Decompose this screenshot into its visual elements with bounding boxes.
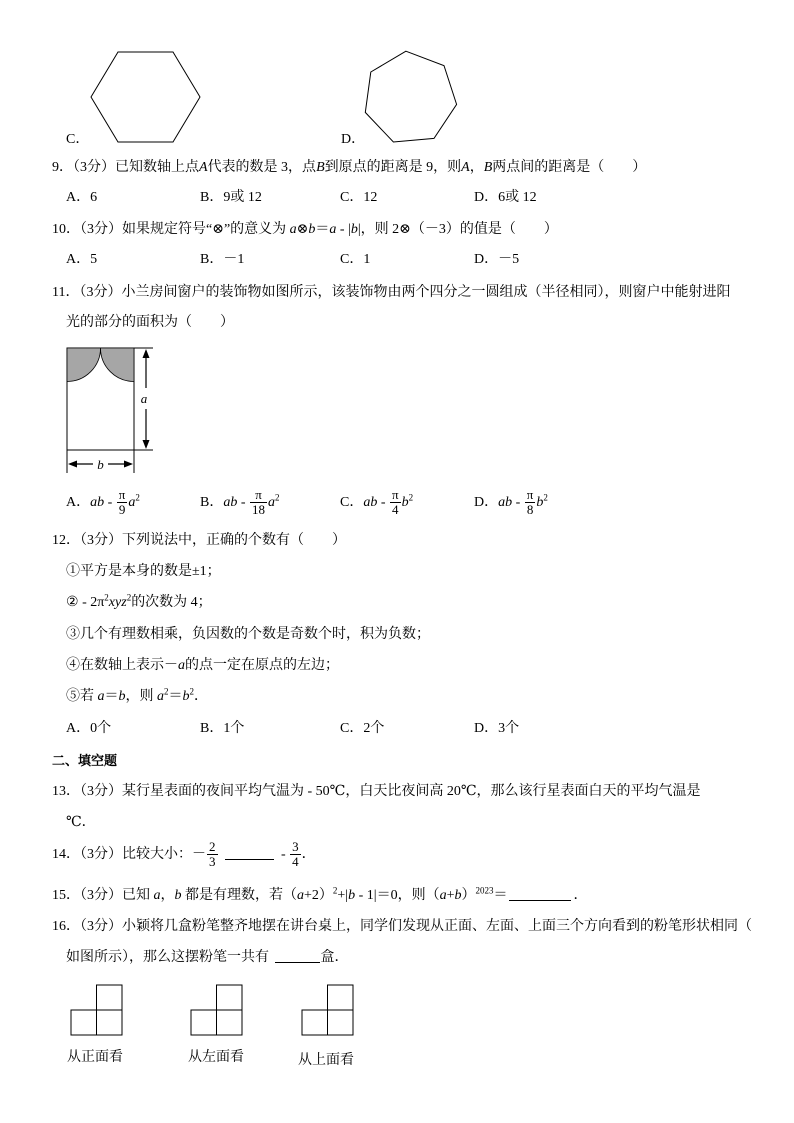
var-b: b <box>308 222 316 237</box>
stem-text: - | <box>336 222 351 237</box>
stem-text: 已知数轴上点 <box>115 160 199 175</box>
arrow-down-icon <box>143 440 150 449</box>
var-b: b <box>454 888 462 903</box>
answer-blank <box>225 845 274 860</box>
option-c <box>340 719 384 739</box>
question-9 <box>52 158 646 178</box>
option-d <box>474 719 519 739</box>
question-12 <box>52 531 346 551</box>
option-text: 5 <box>90 252 98 267</box>
stem-text: 已知 <box>122 888 154 903</box>
option-letter: A． <box>66 721 91 736</box>
var-a: a <box>153 888 161 903</box>
option-d <box>474 250 519 270</box>
stem-text: 两点间的距离是（ ） <box>492 160 647 175</box>
term-ab: ab <box>498 495 513 510</box>
statement-text: ⑤若 <box>66 689 98 704</box>
view-square <box>328 985 354 1010</box>
question-score: （3分） <box>80 919 122 934</box>
exponent: 2 <box>543 492 548 503</box>
view-square <box>71 1010 97 1035</box>
option-letter: B． <box>200 252 224 267</box>
equals-sign: ＝ <box>493 888 508 903</box>
view-square <box>97 1010 123 1035</box>
question-score: （3分） <box>80 222 122 237</box>
stem-text: ． <box>301 847 316 862</box>
option-c-label: C． <box>66 132 90 147</box>
option-letter: D． <box>474 252 499 267</box>
left-view-figure <box>190 984 244 1037</box>
stem-text: ， <box>160 888 175 903</box>
fraction <box>117 488 128 517</box>
exponent: 2 <box>164 686 169 697</box>
option-text: 9或 12 <box>223 190 262 205</box>
exponent: 2 <box>408 492 414 503</box>
exponent: 2 <box>104 592 109 603</box>
option-text: 6或 12 <box>498 190 537 205</box>
plus-sign: + <box>446 888 455 903</box>
denominator: 9 <box>118 502 126 518</box>
stem-text: 小颖将几盒粉笔整齐地摆在讲台桌上，同学们发现从正面、左面、上面三个方向看到的粉笔形状相同（ <box>122 919 752 934</box>
denominator: 8 <box>526 502 534 518</box>
option-text: 3个 <box>498 721 520 736</box>
option-text: －1 <box>223 252 245 267</box>
option-b <box>200 719 244 739</box>
option-text: 0个 <box>90 721 112 736</box>
question-number: 12． <box>52 533 80 548</box>
exponent: 2 <box>275 492 280 503</box>
stem-text: 如图所示），那么这摆粉笔一共有 <box>66 950 273 965</box>
question-16-continued <box>66 948 349 968</box>
window-figure <box>55 340 165 480</box>
option-letter: C． <box>340 721 364 736</box>
top-view-figure <box>301 984 355 1037</box>
minus-sign: - <box>277 847 290 862</box>
option-a <box>66 188 97 208</box>
option-a <box>66 486 140 520</box>
var-a: a <box>178 658 185 673</box>
stem-text: |，则 2⊗（－3）的值是（ ） <box>357 222 558 237</box>
view-square <box>97 985 123 1010</box>
exponent: 2 <box>135 492 140 503</box>
fraction <box>390 488 401 517</box>
question-number: 9． <box>52 160 73 175</box>
var-a: a <box>157 689 164 704</box>
fraction-left <box>207 840 218 869</box>
term-ab: ab <box>363 495 378 510</box>
question-16 <box>52 917 752 937</box>
variable: b <box>401 495 409 510</box>
option-text: 1 <box>363 252 371 267</box>
exponent: 2 <box>332 885 338 896</box>
numerator: π <box>392 487 399 503</box>
fraction-right <box>290 840 301 869</box>
var-a: a <box>439 888 447 903</box>
stem-text: +| <box>337 888 349 903</box>
stem-text: ． <box>573 888 588 903</box>
fraction <box>250 488 267 517</box>
question-score: （3分） <box>80 533 122 548</box>
answer-blank <box>509 886 571 901</box>
var-a: a <box>97 689 105 704</box>
question-11-continued: 光的部分的面积为（ ） <box>66 315 234 330</box>
coefficient: - 2π <box>78 595 105 610</box>
statement-4 <box>66 656 339 676</box>
question-score: （3分） <box>73 160 115 175</box>
stem-text: 某行星表面的夜间平均气温为 - 50℃，白天比夜间高 20℃，那么该行星表面白天的平均气温是 <box>122 784 701 799</box>
var-b: b <box>350 222 358 237</box>
equals-sign: ＝ <box>104 689 119 704</box>
statement-1: ①平方是本身的数是±1； <box>66 564 221 579</box>
stem-text: 都是有理数，若（ <box>181 888 297 903</box>
view-square <box>328 1010 354 1035</box>
left-quarter-circle <box>67 348 101 382</box>
operator-symbol: ⊗ <box>296 222 309 237</box>
option-d <box>474 486 548 520</box>
exponent: 2 <box>189 686 194 697</box>
heptagon-figure <box>360 45 462 148</box>
term-ab: ab <box>90 495 105 510</box>
question-13-continued: ℃． <box>66 815 96 830</box>
minus-sign: - <box>377 495 390 510</box>
stem-text: ） <box>461 888 476 903</box>
option-d <box>474 188 537 208</box>
equals-sign: ＝ <box>168 689 183 704</box>
question-number: 13． <box>52 784 80 799</box>
view-square <box>217 1010 243 1035</box>
question-9-options <box>0 188 794 208</box>
option-b <box>200 486 280 520</box>
option-letter: B． <box>200 495 224 510</box>
numerator: 2 <box>209 839 216 855</box>
option-d-label: D． <box>341 132 366 147</box>
statement-text: ④在数轴上表示－ <box>66 658 178 673</box>
statement-marker: ② <box>66 595 79 610</box>
var-a: A <box>461 160 470 175</box>
var-b: b <box>118 689 126 704</box>
hexagon-figure <box>85 45 205 150</box>
option-text: 6 <box>90 190 98 205</box>
denominator: 4 <box>392 502 399 518</box>
question-number: 16． <box>52 919 80 934</box>
numerator: π <box>526 487 534 503</box>
var-b: b <box>182 689 190 704</box>
width-label: b <box>97 457 104 472</box>
arrow-left-icon <box>68 461 77 468</box>
question-15 <box>52 886 587 906</box>
statement-text: 的点一定在原点的左边； <box>185 658 339 673</box>
stem-text: 比较大小： <box>122 847 192 862</box>
stem-text: 下列说法中，正确的个数有（ ） <box>122 533 346 548</box>
denominator: 4 <box>292 854 299 870</box>
view-square <box>217 985 243 1010</box>
option-letter: D． <box>474 495 499 510</box>
option-a <box>66 719 111 739</box>
question-number: 10． <box>52 222 80 237</box>
view-square <box>191 1010 217 1035</box>
stem-text: 如果规定符号“⊗”的意义为 <box>122 222 290 237</box>
stem-text: - 1|＝0，则（ <box>355 888 440 903</box>
answer-blank <box>275 948 320 963</box>
statement-3: ③几个有理数相乘，负因数的个数是奇数个时，积为负数； <box>66 627 430 642</box>
question-number: 14． <box>52 847 80 862</box>
denominator: 3 <box>209 854 216 870</box>
option-letter: D． <box>474 721 499 736</box>
stem-text: +2） <box>304 888 333 903</box>
variable: a <box>128 495 136 510</box>
option-c <box>340 188 377 208</box>
question-score: （3分） <box>79 285 122 300</box>
exponent: 2 <box>126 592 132 603</box>
var-a: a <box>297 888 304 903</box>
option-c <box>340 486 413 520</box>
heptagon-shape <box>365 51 456 142</box>
stem-text: 盒． <box>320 950 349 965</box>
option-text: －5 <box>498 252 520 267</box>
arrow-right-icon <box>124 461 133 468</box>
question-score: （3分） <box>80 888 122 903</box>
var-b: B <box>483 160 493 175</box>
option-a <box>66 250 97 270</box>
option-b <box>200 250 244 270</box>
numerator: π <box>250 488 267 503</box>
stem-text: 到原点的距离是 9，则 <box>324 160 462 175</box>
option-letter: D． <box>474 190 499 205</box>
fraction <box>525 488 536 517</box>
front-view-figure <box>70 984 124 1037</box>
statement-2 <box>66 593 212 613</box>
minus-sign: - <box>237 495 250 510</box>
arrow-up-icon <box>143 349 150 358</box>
minus-sign: - <box>512 495 524 510</box>
option-text: 12 <box>363 190 378 205</box>
stem-text: 代表的数是 3，点 <box>207 160 317 175</box>
option-text: 2个 <box>363 721 385 736</box>
option-letter: C． <box>340 190 364 205</box>
option-b <box>200 188 262 208</box>
var-b: b <box>348 888 356 903</box>
statement-text: ，则 <box>125 689 157 704</box>
option-letter: C． <box>340 252 364 267</box>
question-14 <box>52 838 316 872</box>
option-text: 1个 <box>223 721 245 736</box>
question-number: 15． <box>52 888 80 903</box>
option-c <box>340 250 370 270</box>
front-view-label: 从正面看 <box>67 1050 123 1065</box>
height-label: a <box>140 391 148 406</box>
hexagon-shape <box>91 52 200 142</box>
exponent: 2023 <box>475 885 494 896</box>
term-ab: ab <box>223 495 238 510</box>
view-square <box>302 1010 328 1035</box>
option-letter: A． <box>66 252 91 267</box>
top-view-label: 从上面看 <box>298 1053 354 1068</box>
statement-5 <box>66 687 208 707</box>
question-11-options <box>0 486 794 520</box>
option-letter: A． <box>66 190 91 205</box>
statement-text: ． <box>194 689 208 704</box>
variable: b <box>536 495 544 510</box>
numerator: 3 <box>292 839 299 855</box>
variable: a <box>268 495 276 510</box>
denominator: 18 <box>252 502 266 518</box>
right-quarter-circle <box>101 348 135 382</box>
question-score: （3分） <box>80 847 122 862</box>
var-b: B <box>316 160 325 175</box>
question-12-options <box>0 719 794 739</box>
question-10 <box>52 220 558 240</box>
var-a: a <box>289 222 297 237</box>
var-a: A <box>199 160 208 175</box>
var-b: b <box>174 888 182 903</box>
left-view-label: 从左面看 <box>188 1050 244 1065</box>
question-13 <box>52 782 700 802</box>
var-a: a <box>329 222 337 237</box>
statement-text: 的次数为 4； <box>131 595 212 610</box>
question-10-options <box>0 250 794 270</box>
equals-sign: ＝ <box>315 222 330 237</box>
question-score: （3分） <box>80 784 122 799</box>
stem-text: 小兰房间窗户的装饰物如图所示，该装饰物由两个四分之一圆组成（半径相同），则窗户中能射进阳 <box>121 285 731 300</box>
option-letter: C． <box>340 495 364 510</box>
option-letter: B． <box>200 190 224 205</box>
minus-sign: - <box>104 495 116 510</box>
variables-xyz: xyz <box>108 595 127 610</box>
option-letter: B． <box>200 721 224 736</box>
minus-sign: － <box>192 847 206 862</box>
section-heading: 二、填空题 <box>52 753 118 768</box>
numerator: π <box>118 487 126 503</box>
stem-text: ， <box>469 160 484 175</box>
option-letter: A． <box>66 495 91 510</box>
question-11 <box>52 283 730 303</box>
question-number: 11． <box>52 285 80 300</box>
